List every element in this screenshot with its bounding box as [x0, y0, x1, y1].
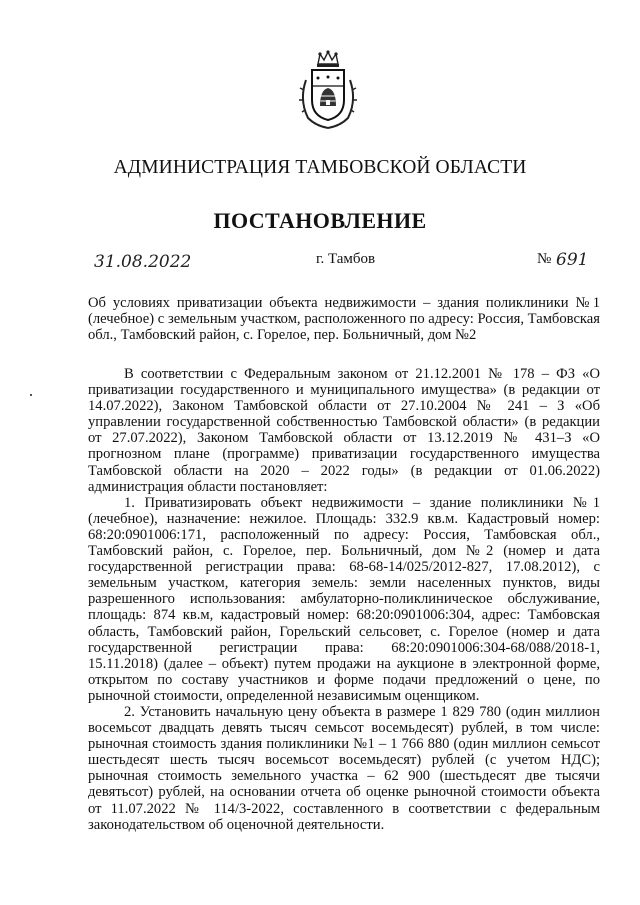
document-number: 691	[556, 250, 589, 270]
organization-name: АДМИНИСТРАЦИЯ ТАМБОВСКОЙ ОБЛАСТИ	[113, 157, 527, 178]
document-date: 31.08.2022	[94, 252, 192, 272]
document-type-title: ПОСТАНОВЛЕНИЕ	[213, 208, 427, 233]
clause-2-paragraph: 2. Установить начальную цену объекта в размере 1 829 780 (один миллион восемьсот двадцать девять тысяч семьсот восемьдесят) рублей, в том числе: рыночная стоимость здания поликлиники №1 – 1 766 880 (один миллион семьсот шестьдесят шесть тысяч восемьсот восемьдесят) рублей (с учетом НДС); рыночная стоимость земельного участка – 62 900 (шестьдесят две тысячи девятьсот) рублей, на основании отчета об оценке рыночной стоимости объекта от 11.07.2022 № 114/3-2022, составленного в соответствии с федеральным законодательством об оценочной деятельности.	[88, 703, 600, 833]
preamble-paragraph: В соответствии с Федеральным законом от 21.12.2001 № 178 – ФЗ «О приватизации государственного и муниципального имущества» (в редакции от 14.07.2022), Законом Тамбовской области от 27.10.2004 № 241 – З «Об управлении государственной собственностью Тамбовской области» (в редакции от 27.07.2022), Законом Тамбовской области от 13.12.2019 № 431–З «О прогнозном плане (программе) приватизации государственного имущества Тамбовской области на 2020 – 2022 годы» (в редакции от 01.06.2022) администрация области постановляет:	[88, 366, 600, 495]
document-body	[88, 366, 600, 833]
coat-of-arms-icon	[296, 50, 360, 130]
scan-speck	[30, 394, 32, 396]
document-subject: Об условиях приватизации объекта недвижимости – здания поликлиники №1 (лечебное) с земельным участком, расположенного по адресу: Россия, Тамбовская обл., Тамбовский район, с. Горелое, пер. Больничный, дом №2	[88, 295, 600, 343]
document-number-label: №	[537, 251, 552, 267]
document-city: г. Тамбов	[316, 251, 376, 267]
clause-1-paragraph: 1. Приватизировать объект недвижимости – здание поликлиники №1 (лечебное), назначение: нежилое. Площадь: 332.9 кв.м. Кадастровый номер: 68:20:0901006:171, расположенный по адресу: Россия, Тамбовская обл., Тамбовский район, с. Горелое, пер. Больничный, дом №2 (номер и дата государственной регистрации права: 68-68-14/025/2012-827, 17.08.2012), с земельным участком, категория земель: земли населенных пунктов, виды разрешенного использования: амбулаторно-поликлиническое обслуживание, площадь: 874 кв.м, кадастровый номер: 68:20:0901006:304, адрес: Тамбовская область, Тамбовский район, Горельский сельсовет, с. Горелое (номер и дата государственной регистрации права: 68:20:0901006:304-68/088/2018-1, 15.11.2018) (далее – объект) путем продажи на аукционе в электронной форме, открытом по составу участников и форме подачи предложений о цене, по рыночной стоимости, определенной независимым оценщиком.	[88, 494, 600, 704]
